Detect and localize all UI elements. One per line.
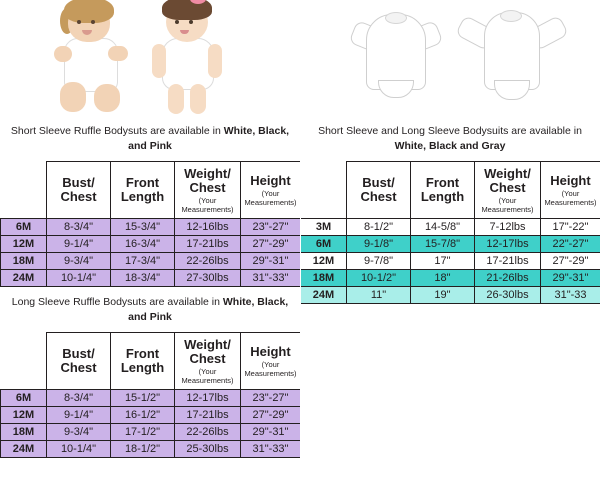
- cell-bust: 9-3/4": [47, 424, 111, 441]
- cell-front: 18-3/4": [111, 270, 175, 287]
- cell-bust: 11": [347, 287, 411, 304]
- cell-bust: 10-1/4": [47, 270, 111, 287]
- cell-front: 18-1/2": [111, 441, 175, 458]
- cell-height: 29"-31": [541, 270, 600, 287]
- neckline: [500, 10, 522, 22]
- table-header-row: [1, 162, 301, 219]
- table-row: [301, 287, 600, 304]
- column-divider: [300, 0, 301, 490]
- cell-front: 17": [411, 253, 475, 270]
- bodysuit-size-table: [300, 161, 600, 304]
- cell-height: 29"-31": [241, 424, 301, 441]
- header-height-label: Height: [250, 343, 291, 359]
- header-weight-chest: [175, 333, 241, 390]
- arm-right: [208, 44, 222, 78]
- cell-size: 18M: [1, 253, 47, 270]
- cell-size: 6M: [1, 219, 47, 236]
- cell-weight: 17-21lbs: [175, 236, 241, 253]
- header-weight-chest: [475, 162, 541, 219]
- cell-bust: 8-3/4": [47, 390, 111, 407]
- table-row: [1, 219, 301, 236]
- cell-bust: 8-3/4": [47, 219, 111, 236]
- cell-size: 24M: [301, 287, 347, 304]
- short-and-long-sleeve-caption: [300, 116, 600, 161]
- cell-weight: 17-21lbs: [475, 253, 541, 270]
- cell-size: 6M: [301, 236, 347, 253]
- arm-left: [54, 46, 72, 62]
- cell-size: 18M: [1, 424, 47, 441]
- short-sleeve-ruffle-caption: [0, 116, 300, 161]
- table-row: [1, 270, 301, 287]
- cell-bust: 10-1/2": [347, 270, 411, 287]
- table-row: [301, 270, 600, 287]
- cell-front: 16-1/2": [111, 407, 175, 424]
- header-height-sub: (Your Measurements): [544, 188, 597, 207]
- caption-colors: White, Black and Gray: [394, 140, 506, 152]
- table-header-row: [301, 162, 600, 219]
- header-front-length: Front Length: [111, 333, 175, 390]
- caption-text: Short Sleeve Ruffle Bodysuts are available in: [10, 125, 224, 137]
- left-photo-strip: [0, 0, 300, 116]
- cell-size: 3M: [301, 219, 347, 236]
- bodysuit-crotch: [494, 80, 530, 100]
- cell-weight: 22-26lbs: [175, 424, 241, 441]
- leg-right: [94, 84, 120, 112]
- caption-colors: White, Black, and Pink: [128, 125, 290, 152]
- cell-front: 15-1/2": [111, 390, 175, 407]
- header-bust-chest: Bust/ Chest: [347, 162, 411, 219]
- eye-left: [175, 20, 179, 24]
- table-row: [1, 424, 301, 441]
- header-weight-chest-label: Weight/ Chest: [484, 165, 531, 195]
- cell-front: 14-5/8": [411, 219, 475, 236]
- header-weight-chest-sub: (Your Measurements): [181, 195, 234, 214]
- header-size: [1, 333, 47, 390]
- cell-height: 22"-27": [541, 236, 600, 253]
- caption-text: Short Sleeve and Long Sleeve Bodysuits are available in: [318, 125, 582, 137]
- cell-height: 23"-27": [241, 390, 301, 407]
- bodysuit-crotch: [378, 80, 414, 98]
- short-sleeve-ruffle-size-table: [0, 161, 301, 287]
- bodysuit-body: [484, 12, 540, 90]
- header-size: [301, 162, 347, 219]
- table-row: [1, 441, 301, 458]
- cell-height: 27"-29": [241, 236, 301, 253]
- cell-front: 17-3/4": [111, 253, 175, 270]
- header-bust-chest: Bust/ Chest: [47, 333, 111, 390]
- bodysuit-torso: [162, 38, 214, 90]
- cell-weight: 25-30lbs: [175, 441, 241, 458]
- hair: [64, 0, 114, 23]
- cell-bust: 9-1/4": [47, 407, 111, 424]
- eye-right: [189, 20, 193, 24]
- table-header-row: [1, 333, 301, 390]
- baby-photo-sitting: [58, 2, 128, 114]
- header-height: [241, 162, 301, 219]
- arm-right: [108, 46, 128, 61]
- header-weight-chest-label: Weight/ Chest: [184, 165, 231, 195]
- right-column: [300, 0, 600, 490]
- cell-height: 31"-33": [241, 270, 301, 287]
- header-weight-chest-sub: (Your Measurements): [181, 366, 234, 385]
- long-sleeve-ruffle-caption: [0, 287, 300, 332]
- header-height-sub: (Your Measurements): [244, 359, 297, 378]
- cell-size: 6M: [1, 390, 47, 407]
- cell-front: 15-3/4": [111, 219, 175, 236]
- cell-size: 24M: [1, 270, 47, 287]
- cell-front: 18": [411, 270, 475, 287]
- leg-left: [168, 84, 184, 114]
- cell-height: 27"-29": [241, 407, 301, 424]
- baby-photo-standing: [150, 0, 226, 116]
- cell-height: 31"-33": [241, 441, 301, 458]
- cell-weight: 22-26lbs: [175, 253, 241, 270]
- bodysuit-body: [366, 14, 426, 90]
- leg-left: [60, 82, 86, 112]
- cell-weight: 21-26lbs: [475, 270, 541, 287]
- cell-bust: 9-7/8": [347, 253, 411, 270]
- cell-weight: 26-30lbs: [475, 287, 541, 304]
- eye-right: [91, 20, 95, 24]
- cell-height: 17"-22": [541, 219, 600, 236]
- header-height-label: Height: [550, 172, 591, 188]
- cell-weight: 7-12lbs: [475, 219, 541, 236]
- long-sleeve-ruffle-size-table: [0, 332, 301, 458]
- cell-weight: 27-30lbs: [175, 270, 241, 287]
- eye-left: [77, 20, 81, 24]
- header-weight-chest-label: Weight/ Chest: [184, 336, 231, 366]
- hair: [162, 0, 212, 20]
- cell-bust: 8-1/2": [347, 219, 411, 236]
- cell-size: 12M: [301, 253, 347, 270]
- long-sleeve-bodysuit-photo: [458, 4, 562, 114]
- caption-text: Long Sleeve Ruffle Bodysuts are available in: [11, 296, 223, 308]
- caption-colors: White, Black, and Pink: [128, 296, 289, 323]
- cell-bust: 9-1/4": [47, 236, 111, 253]
- neckline: [385, 12, 407, 24]
- cell-size: 24M: [1, 441, 47, 458]
- header-weight-chest-sub: (Your Measurements): [481, 195, 534, 214]
- cell-weight: 17-21lbs: [175, 407, 241, 424]
- table-row: [1, 236, 301, 253]
- table-row: [1, 253, 301, 270]
- cell-weight: 12-17lbs: [175, 390, 241, 407]
- cell-front: 16-3/4": [111, 236, 175, 253]
- right-photo-strip: [300, 0, 600, 116]
- header-bust-chest: Bust/ Chest: [47, 162, 111, 219]
- header-size: [1, 162, 47, 219]
- cell-front: 15-7/8": [411, 236, 475, 253]
- arm-left: [152, 44, 166, 78]
- table-row: [301, 236, 600, 253]
- cell-weight: 12-17lbs: [475, 236, 541, 253]
- cell-bust: 10-1/4": [47, 441, 111, 458]
- header-height-label: Height: [250, 172, 291, 188]
- table-row: [301, 253, 600, 270]
- header-height: [241, 333, 301, 390]
- header-weight-chest: [175, 162, 241, 219]
- header-front-length: Front Length: [411, 162, 475, 219]
- header-front-length: Front Length: [111, 162, 175, 219]
- table-row: [301, 219, 600, 236]
- cell-bust: 9-1/8": [347, 236, 411, 253]
- cell-height: 27"-29": [541, 253, 600, 270]
- cell-height: 31"-33: [541, 287, 600, 304]
- header-height: [541, 162, 600, 219]
- table-row: [1, 407, 301, 424]
- cell-size: 12M: [1, 407, 47, 424]
- cell-size: 12M: [1, 236, 47, 253]
- header-height-sub: (Your Measurements): [244, 188, 297, 207]
- cell-height: 23"-27": [241, 219, 301, 236]
- short-sleeve-bodysuit-photo: [352, 8, 438, 108]
- cell-height: 29"-31": [241, 253, 301, 270]
- cell-size: 18M: [301, 270, 347, 287]
- leg-right: [190, 84, 206, 114]
- cell-front: 19": [411, 287, 475, 304]
- table-row: [1, 390, 301, 407]
- cell-front: 17-1/2": [111, 424, 175, 441]
- cell-bust: 9-3/4": [47, 253, 111, 270]
- cell-weight: 12-16lbs: [175, 219, 241, 236]
